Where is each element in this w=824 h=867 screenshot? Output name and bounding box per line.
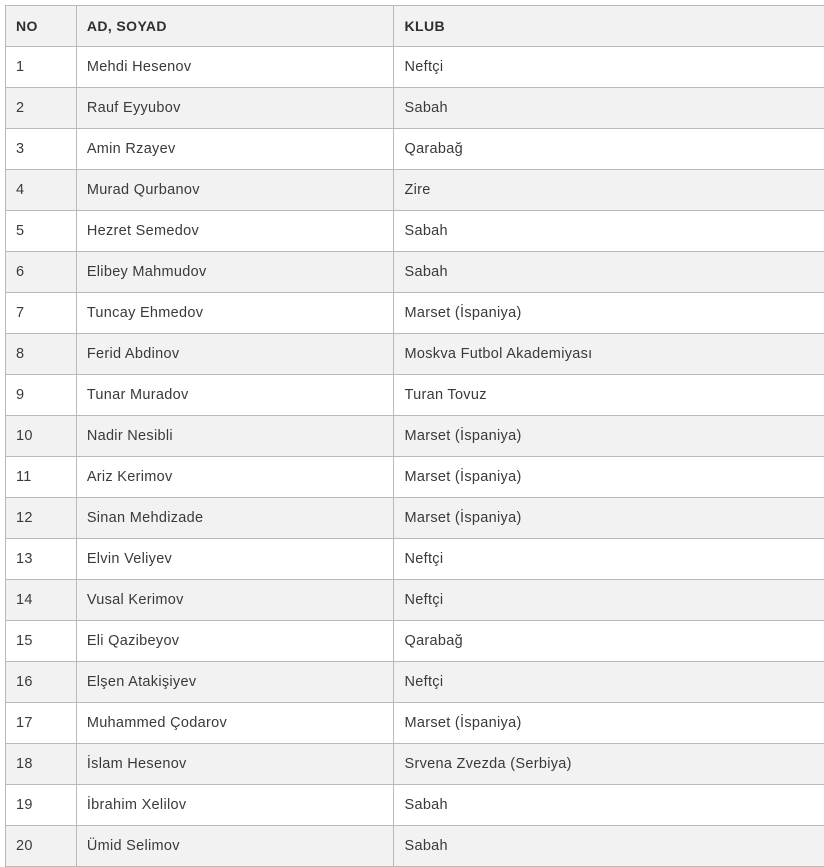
cell-club: Sabah — [394, 211, 824, 252]
cell-club: Neftçi — [394, 662, 824, 703]
cell-name: İbrahim Xelilov — [76, 785, 394, 826]
header-no: NO — [6, 6, 77, 47]
cell-name: İslam Hesenov — [76, 744, 394, 785]
cell-name: Mehdi Hesenov — [76, 47, 394, 88]
table-row — [6, 47, 824, 88]
cell-no: 14 — [6, 580, 77, 621]
cell-name: Elibey Mahmudov — [76, 252, 394, 293]
table-row — [6, 129, 824, 170]
cell-name: Tunar Muradov — [76, 375, 394, 416]
cell-club: Moskva Futbol Akademiyası — [394, 334, 824, 375]
table-row — [6, 293, 824, 334]
table-row — [6, 539, 824, 580]
cell-name: Sinan Mehdizade — [76, 498, 394, 539]
cell-name: Ümid Selimov — [76, 826, 394, 867]
cell-no: 6 — [6, 252, 77, 293]
cell-no: 11 — [6, 457, 77, 498]
cell-no: 3 — [6, 129, 77, 170]
cell-club: Qarabağ — [394, 621, 824, 662]
cell-no: 15 — [6, 621, 77, 662]
table-row — [6, 498, 824, 539]
cell-club: Sabah — [394, 826, 824, 867]
cell-club: Turan Tovuz — [394, 375, 824, 416]
cell-club: Sabah — [394, 252, 824, 293]
cell-no: 20 — [6, 826, 77, 867]
table-row — [6, 375, 824, 416]
cell-name: Elvin Veliyev — [76, 539, 394, 580]
cell-no: 12 — [6, 498, 77, 539]
cell-name: Muhammed Çodarov — [76, 703, 394, 744]
table-row — [6, 211, 824, 252]
cell-club: Neftçi — [394, 47, 824, 88]
cell-club: Zire — [394, 170, 824, 211]
cell-club: Sabah — [394, 88, 824, 129]
cell-no: 8 — [6, 334, 77, 375]
cell-name: Ariz Kerimov — [76, 457, 394, 498]
roster-table — [5, 5, 824, 867]
cell-no: 17 — [6, 703, 77, 744]
cell-name: Ferid Abdinov — [76, 334, 394, 375]
table-row — [6, 621, 824, 662]
table-row — [6, 170, 824, 211]
table-row — [6, 703, 824, 744]
table-row — [6, 334, 824, 375]
cell-name: Amin Rzayev — [76, 129, 394, 170]
cell-no: 18 — [6, 744, 77, 785]
table-body — [6, 47, 824, 867]
cell-no: 19 — [6, 785, 77, 826]
table-row — [6, 785, 824, 826]
table-row — [6, 826, 824, 867]
cell-no: 1 — [6, 47, 77, 88]
cell-club: Marset (İspaniya) — [394, 457, 824, 498]
cell-no: 13 — [6, 539, 77, 580]
cell-name: Murad Qurbanov — [76, 170, 394, 211]
cell-name: Elşen Atakişiyev — [76, 662, 394, 703]
table-row — [6, 457, 824, 498]
cell-name: Hezret Semedov — [76, 211, 394, 252]
cell-no: 2 — [6, 88, 77, 129]
cell-name: Vusal Kerimov — [76, 580, 394, 621]
cell-no: 7 — [6, 293, 77, 334]
cell-club: Marset (İspaniya) — [394, 498, 824, 539]
table-row — [6, 662, 824, 703]
cell-no: 10 — [6, 416, 77, 457]
table-row — [6, 88, 824, 129]
cell-club: Marset (İspaniya) — [394, 416, 824, 457]
cell-club: Marset (İspaniya) — [394, 293, 824, 334]
cell-club: Sabah — [394, 785, 824, 826]
cell-club: Srvena Zvezda (Serbiya) — [394, 744, 824, 785]
cell-club: Neftçi — [394, 539, 824, 580]
header-name: AD, SOYAD — [76, 6, 394, 47]
table-row — [6, 580, 824, 621]
cell-no: 4 — [6, 170, 77, 211]
cell-name: Eli Qazibeyov — [76, 621, 394, 662]
cell-no: 9 — [6, 375, 77, 416]
cell-no: 5 — [6, 211, 77, 252]
table-row — [6, 744, 824, 785]
table-row — [6, 416, 824, 457]
header-club: KLUB — [394, 6, 824, 47]
cell-name: Rauf Eyyubov — [76, 88, 394, 129]
table-header-row — [6, 6, 824, 47]
cell-club: Marset (İspaniya) — [394, 703, 824, 744]
cell-no: 16 — [6, 662, 77, 703]
cell-name: Tuncay Ehmedov — [76, 293, 394, 334]
cell-name: Nadir Nesibli — [76, 416, 394, 457]
table-row — [6, 252, 824, 293]
cell-club: Neftçi — [394, 580, 824, 621]
cell-club: Qarabağ — [394, 129, 824, 170]
